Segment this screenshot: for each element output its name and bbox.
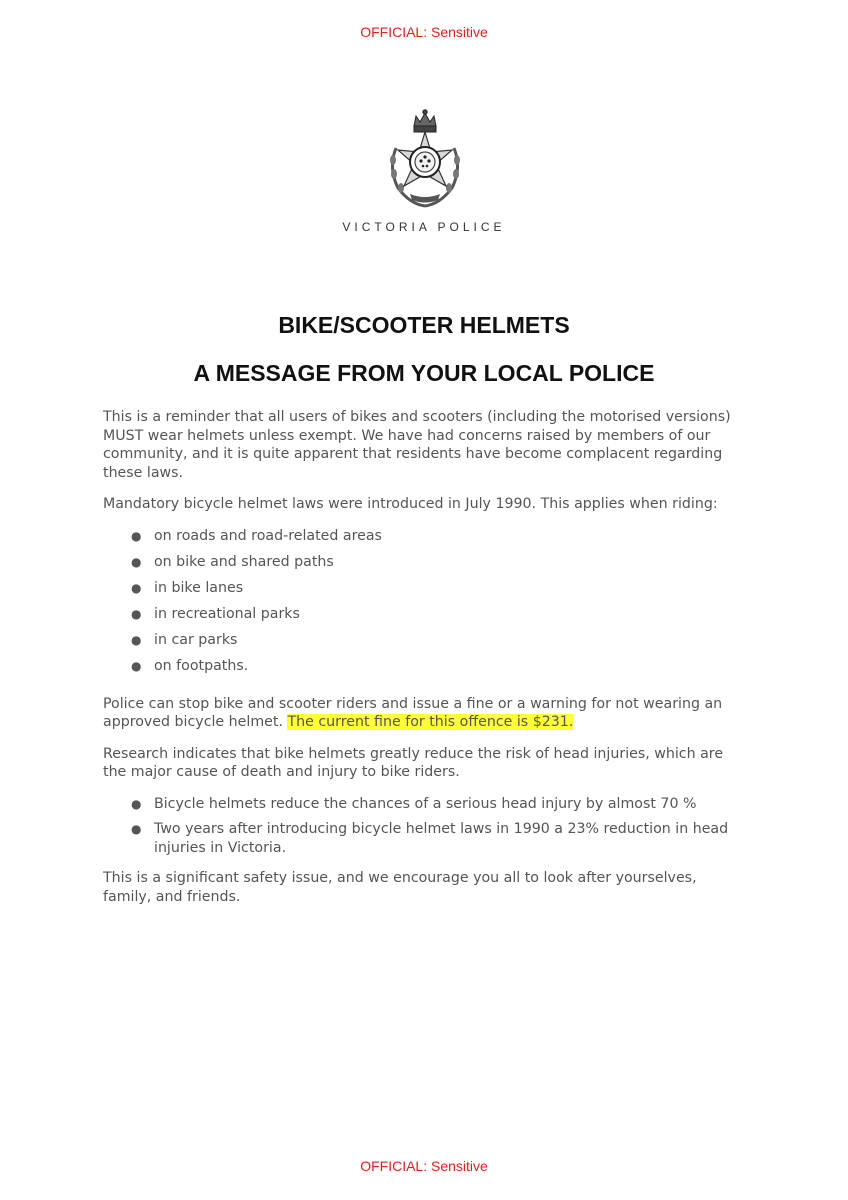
- bullet-icon: ●: [131, 606, 142, 621]
- message-body: [103, 408, 743, 919]
- classification-label-bottom: OFFICIAL: Sensitive: [360, 1158, 488, 1174]
- bullet-icon: ●: [131, 554, 142, 569]
- list-item: ● on footpaths.: [131, 657, 249, 674]
- classification-label-top: OFFICIAL: Sensitive: [360, 24, 488, 40]
- fine-highlight: The current fine for this offence is $231.: [287, 714, 574, 730]
- bullet-icon: ●: [131, 580, 142, 595]
- page-subtitle: A MESSAGE FROM YOUR LOCAL POLICE: [193, 360, 655, 386]
- victoria-police-crest-icon: [384, 108, 466, 214]
- organisation-name: VICTORIA POLICE: [342, 220, 506, 234]
- list-item: ● on bike and shared paths: [131, 553, 334, 570]
- research-paragraph: Research indicates that bike helmets greatly reduce the risk of head injuries, which are the major cause of death and injury to bike riders.: [103, 745, 724, 780]
- riding-locations-list: [103, 527, 743, 683]
- helmet-facts-list: [103, 795, 743, 858]
- list-item: ● in bike lanes: [131, 579, 244, 596]
- bullet-icon: ●: [131, 658, 142, 673]
- list-item: ● in recreational parks: [131, 605, 300, 622]
- intro-paragraph: This is a reminder that all users of bikes and scooters (including the motorised versions) MUST wear helmets unless exempt. We have had concerns raised by members of our community, and it is quite apparent that residents have become complacent regarding these laws.: [103, 409, 731, 481]
- list-item: ● on roads and road-related areas: [131, 527, 382, 544]
- list-item: ● Bicycle helmets reduce the chances of a serious head injury by almost 70 %: [131, 795, 697, 812]
- bullet-icon: ●: [131, 632, 142, 647]
- bullet-icon: ●: [131, 796, 142, 811]
- list-item: ● Two years after introducing bicycle helmet laws in 1990 a 23% reduction in head injuries in Victoria.: [131, 821, 729, 856]
- bullet-icon: ●: [131, 528, 142, 543]
- page-title: BIKE/SCOOTER HELMETS: [278, 312, 570, 338]
- mandatory-laws-paragraph: Mandatory bicycle helmet laws were introduced in July 1990. This applies when riding:: [103, 496, 718, 512]
- list-item: ● in car parks: [131, 631, 238, 648]
- bullet-icon: ●: [131, 822, 142, 836]
- closing-paragraph: This is a significant safety issue, and we encourage you all to look after yourselves, family, and friends.: [103, 870, 697, 905]
- police-paragraph: Police can stop bike and scooter riders and issue a fine or a warning for not wearing an approved bicycle helmet. The current fine for this offence is $231.: [103, 695, 723, 730]
